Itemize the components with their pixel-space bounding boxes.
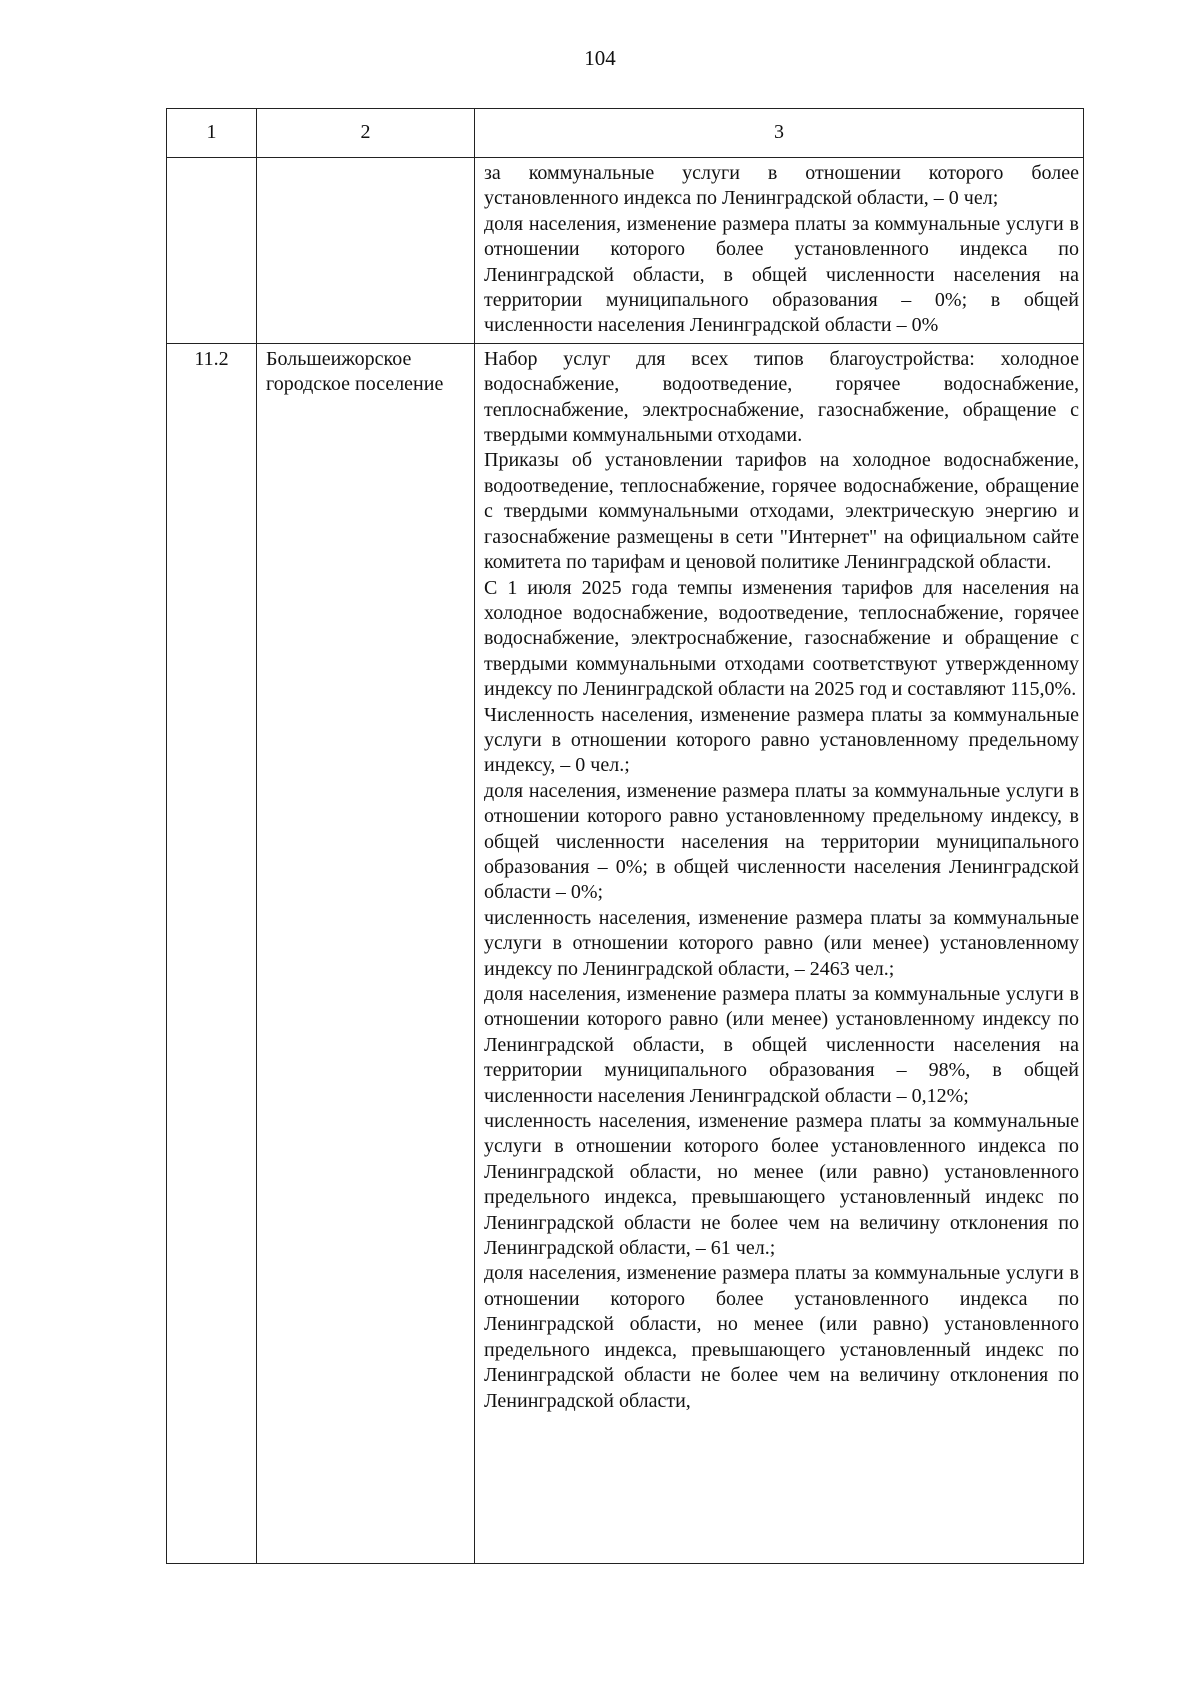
- paragraph: численность населения, изменение размера платы за коммунальные услуги в отношении которого более установленного индекса по Ленинградской области, но менее (или равно) установленного предельного индекса, превышающего установленный индекс по Ленинградской области не более чем на величину отклонения по Ленинградской области, – 61 чел.;: [484, 1110, 1079, 1260]
- row-number-cell: 11.2: [167, 343, 257, 1563]
- header-col-1: 1: [167, 109, 257, 158]
- municipality-cell: [257, 158, 475, 344]
- table-row: [167, 343, 1084, 1563]
- paragraph: доля населения, изменение размера платы за коммунальные услуги в отношении которого равно (или менее) установленному индексу по Ленинградской области, в общей численности населения на территории муниципального образования – 98%, в общей численности населения Ленинградской области – 0,12%;: [484, 983, 1079, 1107]
- document-table: [166, 108, 1084, 1564]
- table-header-row: [167, 109, 1084, 158]
- table-row: [167, 158, 1084, 344]
- page-number: 104: [584, 46, 616, 70]
- row-number-cell: [167, 158, 257, 344]
- paragraph: за коммунальные услуги в отношении которого более установленного индекса по Ленинградской области, – 0 чел;: [484, 162, 1079, 210]
- paragraph: доля населения, изменение размера платы за коммунальные услуги в отношении которого равно установленному предельному индексу, в общей численности населения на территории муниципального образования – 0%; в общей численности населения Ленинградской области – 0%;: [484, 779, 1079, 904]
- header-col-2: 2: [257, 109, 475, 158]
- paragraph: Численность населения, изменение размера платы за коммунальные услуги в отношении которого равно установленному предельному индексу, – 0 чел.;: [484, 703, 1079, 777]
- paragraph: численность населения, изменение размера платы за коммунальные услуги в отношении которого равно (или менее) установленному индексу по Ленинградской области, – 2463 чел.;: [484, 906, 1079, 980]
- header-col-3: 3: [475, 109, 1084, 158]
- paragraph: доля населения, изменение размера платы за коммунальные услуги в отношении которого более установленного индекса по Ленинградской области, но менее (или равно) установленного предельного индекса, превышающего установленный индекс по Ленинградской области не более чем на величину отклонения по Ленинградской области,: [484, 1262, 1079, 1412]
- municipality-cell: Большеижорское городское поселение: [257, 343, 475, 1563]
- description-cell: [475, 343, 1084, 1563]
- paragraph: Приказы об установлении тарифов на холодное водоснабжение, водоотведение, теплоснабжение, горячее водоснабжение, обращение с твердыми коммунальными отходами, электрическую энергию и газоснабжение размещены в сети "Интернет" на официальном сайте комитета по тарифам и ценовой политике Ленинградской области.: [484, 449, 1079, 574]
- paragraph: доля населения, изменение размера платы за коммунальные услуги в отношении которого более установленного индекса по Ленинградской области, в общей численности населения на территории муниципального образования – 0%; в общей численности населения Ленинградской области – 0%: [484, 212, 1079, 337]
- paragraph: С 1 июля 2025 года темпы изменения тарифов для населения на холодное водоснабжение, водоотведение, теплоснабжение, горячее водоснабжение, электроснабжение, газоснабжение и обращение с твердыми коммунальными отходами соответствуют утвержденному индексу по Ленинградской области на 2025 год и составляют 115,0%.: [484, 576, 1079, 701]
- description-cell: [475, 158, 1084, 344]
- paragraph: Набор услуг для всех типов благоустройства: холодное водоснабжение, водоотведение, горячее водоснабжение, теплоснабжение, электроснабжение, газоснабжение, обращение с твердыми коммунальными отходами.: [484, 347, 1079, 447]
